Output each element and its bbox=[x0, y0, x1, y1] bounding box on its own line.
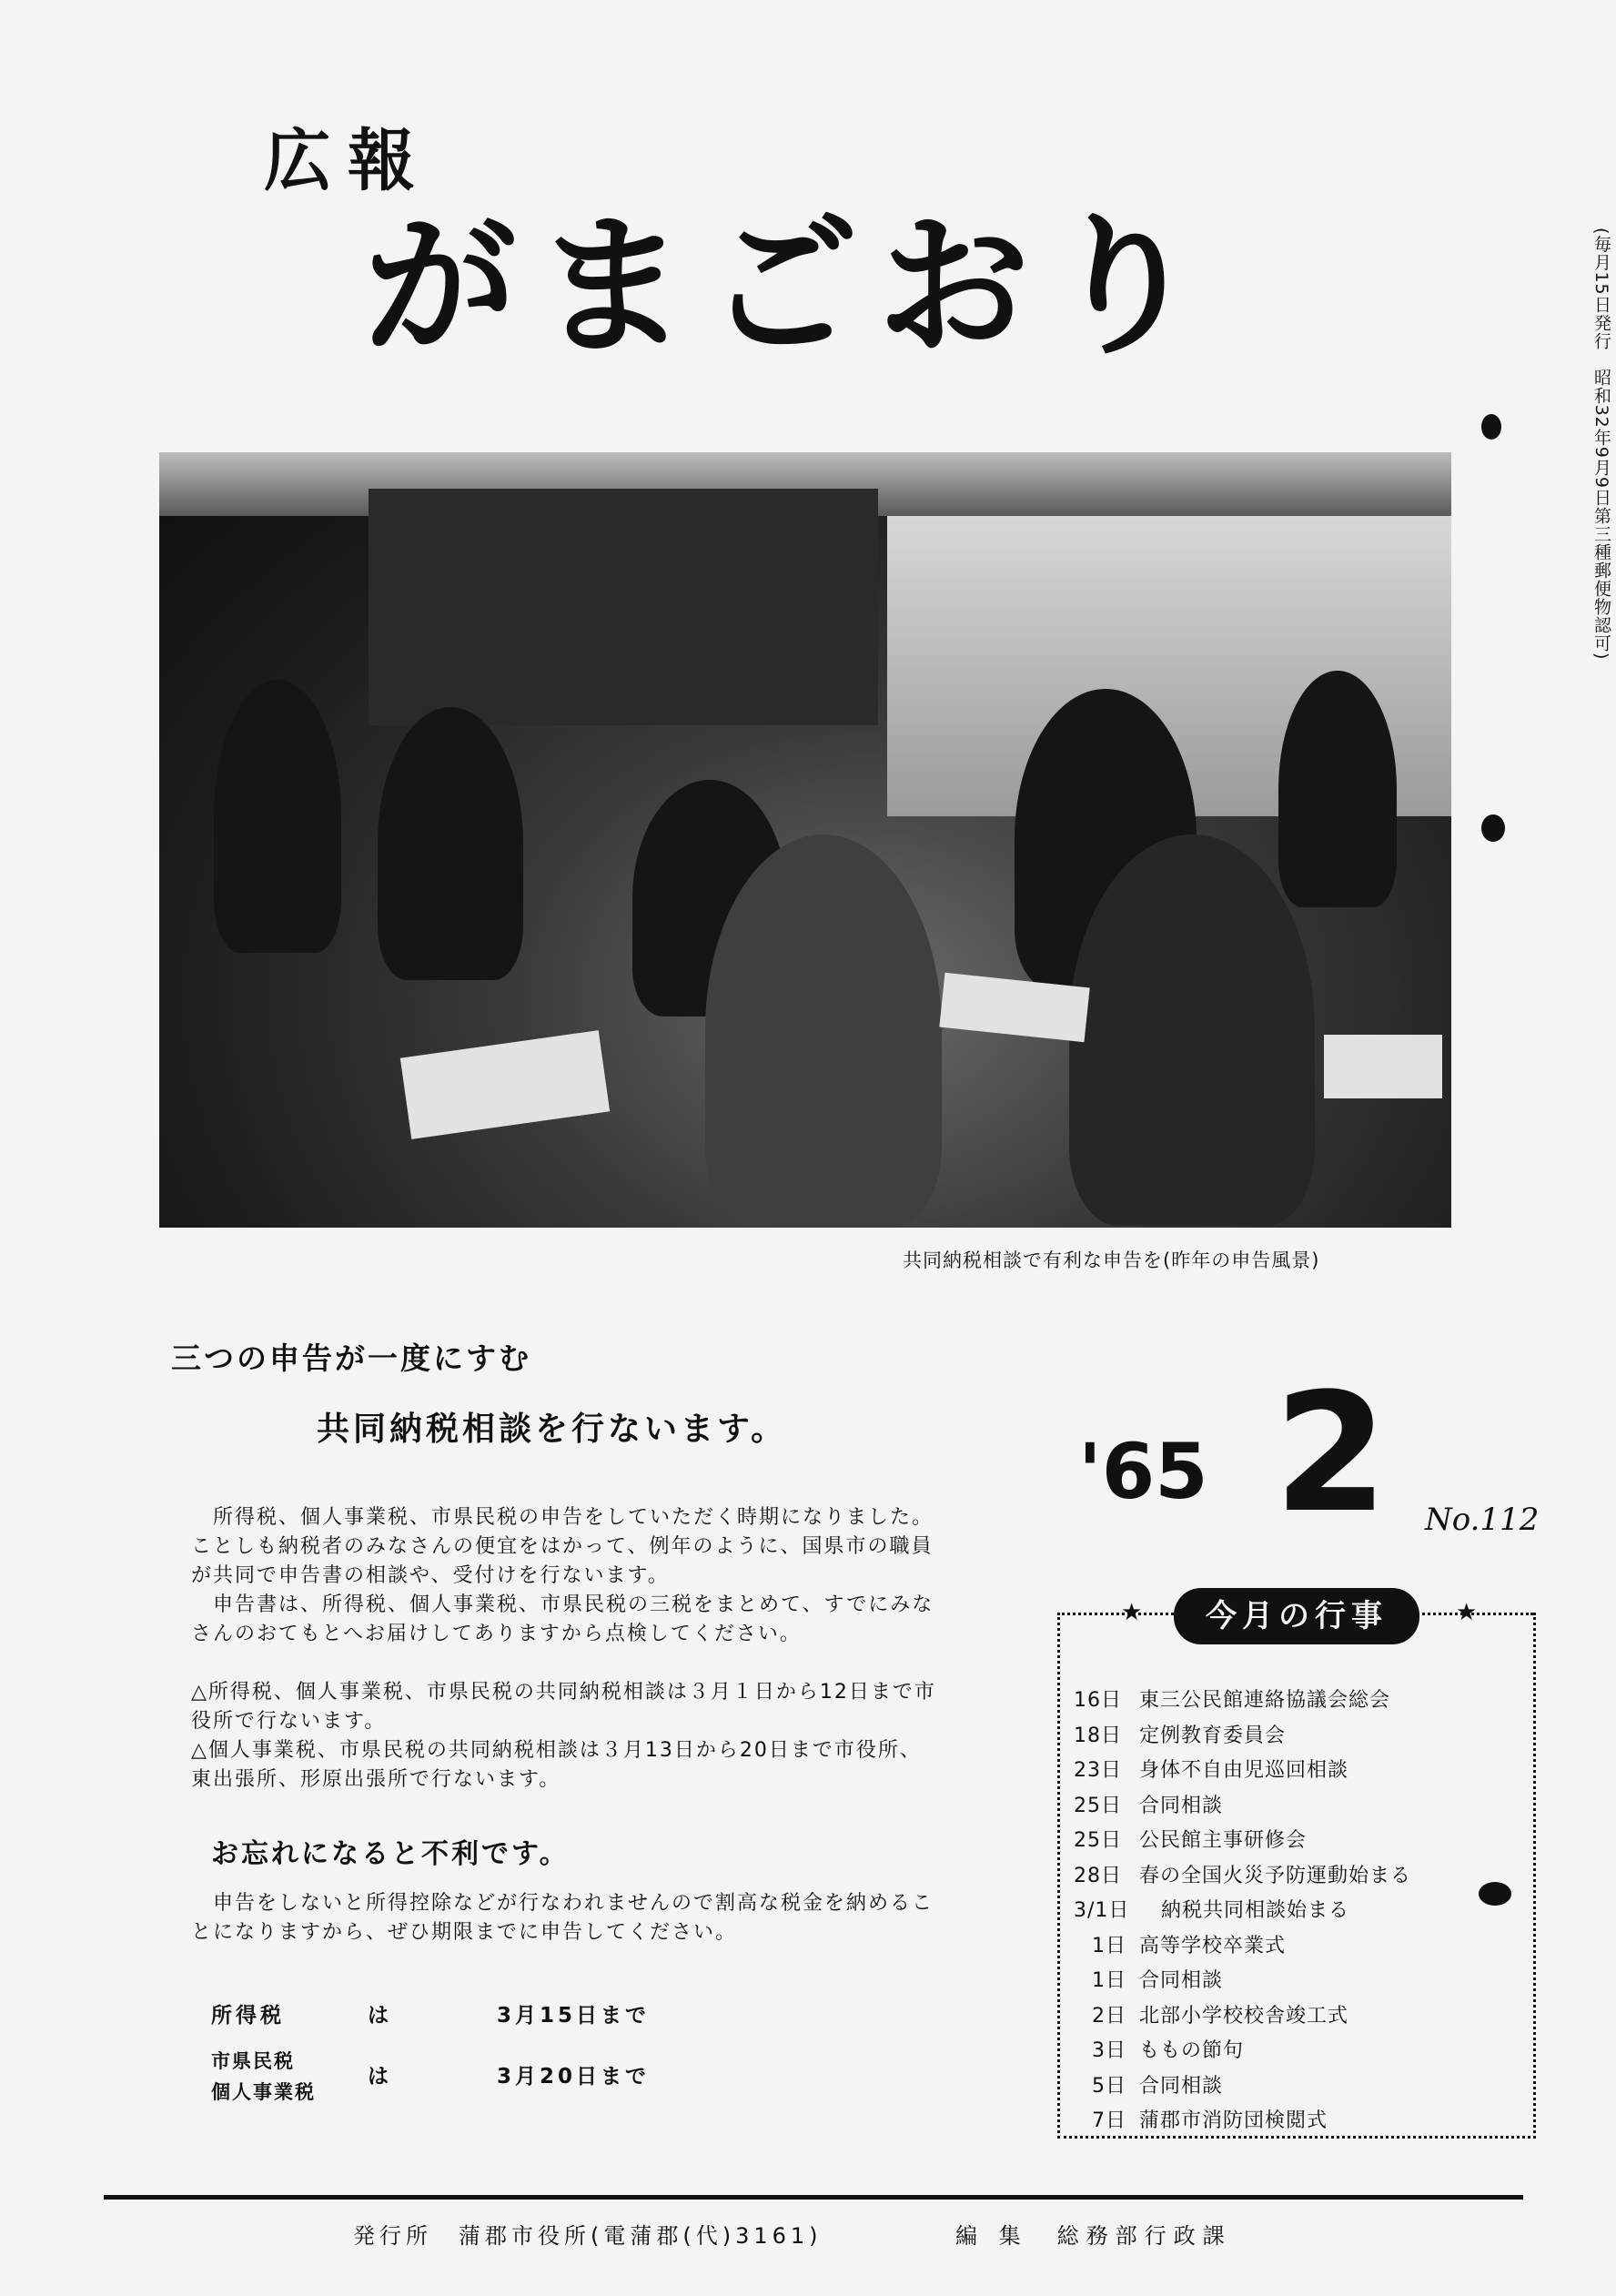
list-item: 3日 ももの節句 bbox=[1092, 2039, 1245, 2062]
deadline-tax: 市県民税 個人事業税 bbox=[211, 2050, 316, 2103]
events-title: 今月の行事 bbox=[1174, 1588, 1419, 1644]
warning-heading: お忘れになると不利です。 bbox=[211, 1838, 570, 1870]
issue-month: 2 bbox=[1274, 1359, 1389, 1549]
deadline-row bbox=[211, 1998, 650, 2028]
deadline-date: 3月20日まで bbox=[497, 2065, 651, 2089]
warning-paragraph: 申告をしないと所得控除などが行なわれませんので割高な税金を納めることになりますから、ぜひ期限までに申告してください。 bbox=[191, 1892, 934, 1944]
list-item: 1日 合同相談 bbox=[1092, 1969, 1224, 1992]
issue-number: No.112 bbox=[1425, 1502, 1540, 1538]
list-item: 5日 合同相談 bbox=[1092, 2074, 1224, 2098]
postal-permit-note: (毎月15日発行 昭和32年9月9日第三種郵便物認可) bbox=[1591, 228, 1611, 661]
footer-publisher: 発行所 蒲郡市役所(電蒲郡(代)3161) bbox=[353, 2223, 823, 2249]
deadline-row bbox=[211, 2046, 650, 2108]
list-item: 2日 北部小学校校舎竣工式 bbox=[1092, 2004, 1349, 2028]
article-paragraph: △個人事業税、市県民税の共同納税相談は３月13日から20日まで市役所、東出張所、形原出張所で行ないます。 bbox=[191, 1739, 922, 1791]
photo-caption: 共同納税相談で有利な申告を(昨年の申告風景) bbox=[903, 1249, 1320, 1271]
list-item: 28日 春の全国火災予防運動始まる bbox=[1074, 1864, 1412, 1887]
footer-editor: 編 集 総務部行政課 bbox=[955, 2223, 1232, 2249]
star-icon: ★ bbox=[1121, 1599, 1143, 1626]
article-subheadline: 共同納税相談を行ないます。 bbox=[317, 1411, 788, 1448]
list-item: 1日 高等学校卒業式 bbox=[1092, 1934, 1287, 1957]
list-item: 25日 合同相談 bbox=[1074, 1794, 1224, 1817]
article-paragraph: △所得税、個人事業税、市県民税の共同納税相談は３月１日から12日まで市役所で行ないます。 bbox=[191, 1681, 936, 1733]
cover-photo bbox=[159, 452, 1451, 1228]
star-icon: ★ bbox=[1456, 1599, 1478, 1626]
deadline-particle: は bbox=[368, 2065, 393, 2089]
list-item: 25日 公民館主事研修会 bbox=[1074, 1829, 1308, 1852]
article-paragraph: 申告書は、所得税、個人事業税、市県民税の三税をまとめて、すでにみなさんのおてもとへお届けしてありますから点検してください。 bbox=[191, 1593, 934, 1645]
deadline-particle: は bbox=[368, 2004, 393, 2028]
list-item: 23日 身体不自由児巡回相談 bbox=[1074, 1759, 1349, 1782]
article-paragraph: 所得税、個人事業税、市県民税の申告をしていただく時期になりました。ことしも納税者のみなさんの便宜をはかって、例年のように、国県市の職員が共同で申告書の相談や、受付けを行ないます。 bbox=[191, 1506, 934, 1587]
events-list bbox=[1074, 1684, 1529, 2139]
deadline-tax: 所得税 bbox=[211, 2004, 285, 2028]
footer-rule bbox=[104, 2195, 1523, 2200]
list-item: 16日 東三公民館連絡協議会総会 bbox=[1074, 1689, 1391, 1712]
list-item: 18日 定例教育委員会 bbox=[1074, 1724, 1287, 1747]
masthead-small-title: 広報 bbox=[264, 122, 431, 200]
masthead-title: がまごおり bbox=[364, 196, 1219, 376]
article-headline: 三つの申告が一度にすむ bbox=[171, 1340, 531, 1376]
list-item: 7日 蒲郡市消防団検閲式 bbox=[1092, 2109, 1328, 2132]
deadline-date: 3月15日まで bbox=[497, 2004, 651, 2028]
issue-year: '65 bbox=[1078, 1427, 1208, 1516]
list-item: 3/1日 納税共同相談始まる bbox=[1074, 1899, 1350, 1922]
